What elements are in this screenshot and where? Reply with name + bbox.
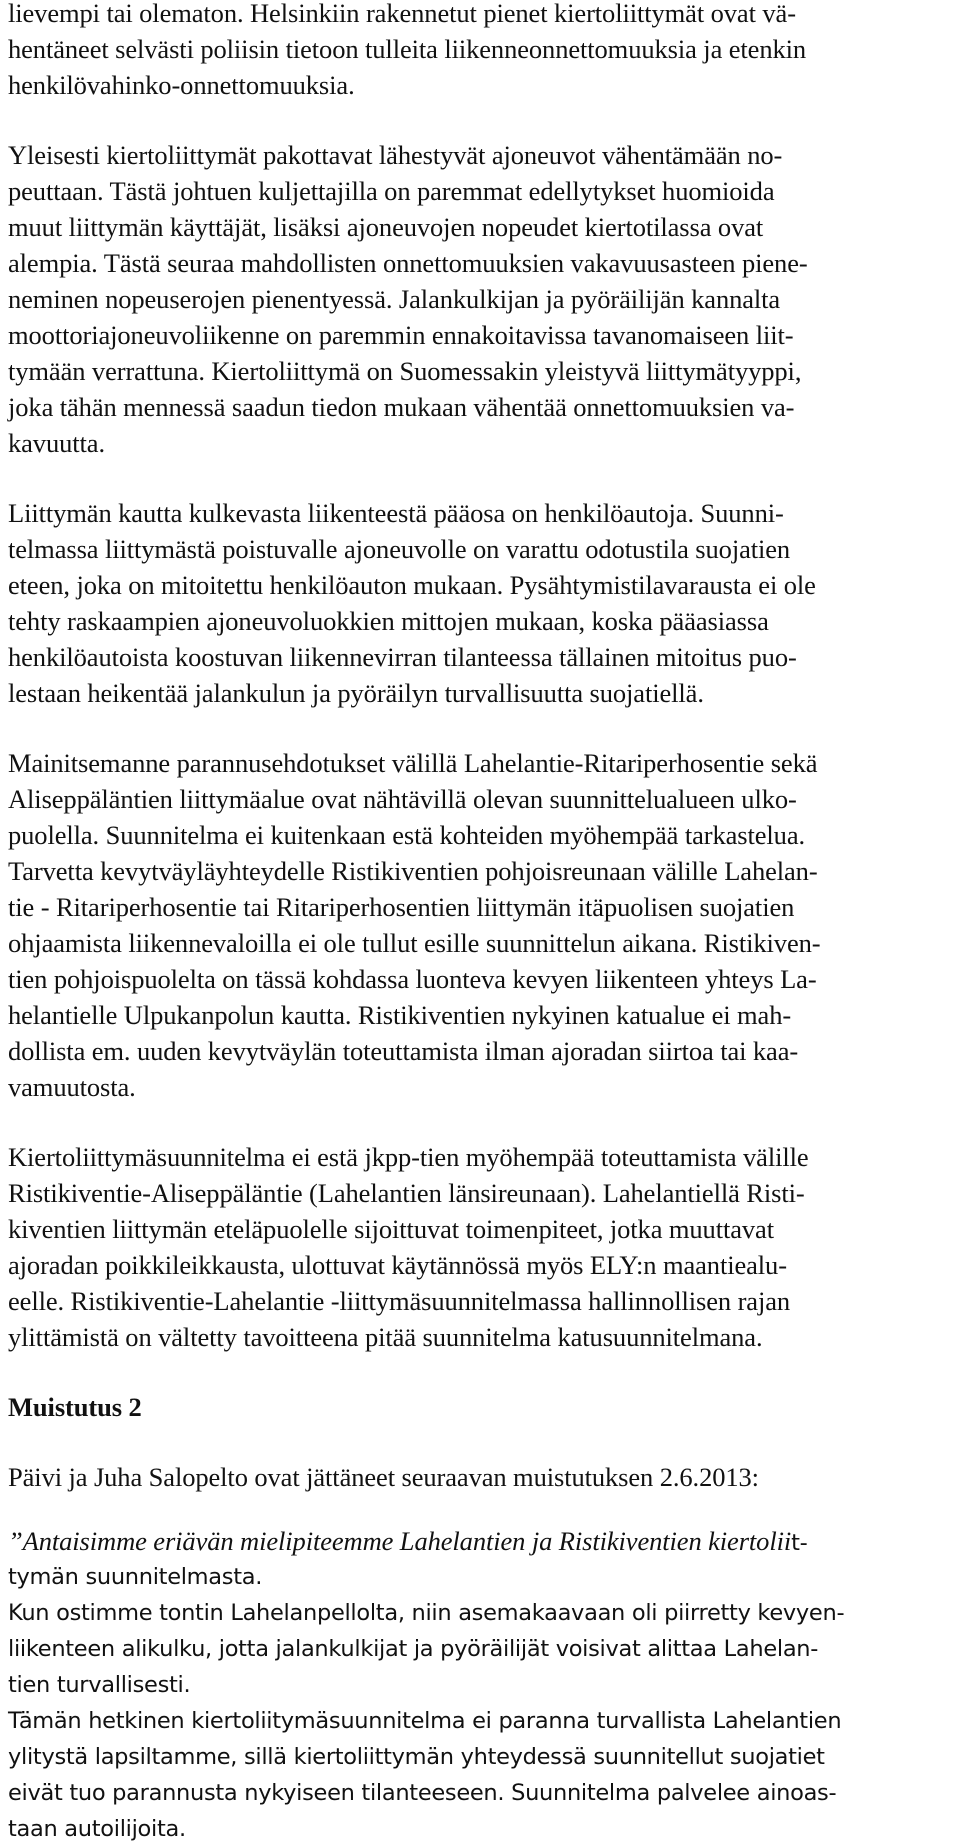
text-line: hentäneet selvästi poliisin tietoon tulleita liikenneonnettomuuksia ja etenkin <box>8 34 807 64</box>
quote-first-line <box>8 1523 807 1561</box>
text-line: puolella. Suunnitelma ei kuitenkaan estä kohteiden myöhempää tarkastelua. <box>8 820 806 850</box>
quote-line: taan autoilijoita. <box>8 1816 186 1842</box>
intro-line: Päivi ja Juha Salopelto ovat jättäneet seuraavan muistutuksen 2.6.2013: <box>8 1462 759 1492</box>
text-line: alempia. Tästä seuraa mahdollisten onnettomuuksien vakavuusasteen piene- <box>8 248 808 278</box>
text-line: moottoriajoneuvoliikenne on paremmin ennakoitavissa tavanomaiseen liit- <box>8 320 794 350</box>
text-line: lievempi tai olematon. Helsinkiin rakennetut pienet kiertoliittymät ovat vä- <box>8 0 796 28</box>
text-line: peuttaan. Tästä johtuen kuljettajilla on paremmat edellytykset huomioida <box>8 176 775 206</box>
text-line: lestaan heikentää jalankulun ja pyöräilyn turvallisuutta suojatiellä. <box>8 678 704 708</box>
quote-line: Kun ostimme tontin Lahelanpellolta, niin asemakaavaan oli piirretty kevyen- <box>8 1600 845 1626</box>
quote-line: tien turvallisesti. <box>8 1672 191 1698</box>
text-line: muut liittymän käyttäjät, lisäksi ajoneuvojen nopeudet kiertotilassa ovat <box>8 212 764 242</box>
text-line: eteen, joka on mitoitettu henkilöauton mukaan. Pysähtymistilavarausta ei ole <box>8 570 816 600</box>
section-heading: Muistutus 2 <box>8 1392 142 1422</box>
text-line: tehty raskaampien ajoneuvoluokkien mittojen mukaan, koska pääasiassa <box>8 606 769 636</box>
text-line: ajoradan poikkileikkausta, ulottuvat käytännössä myös ELY:n maantiealu- <box>8 1250 787 1280</box>
text-line: Kiertoliittymäsuunnitelma ei estä jkpp-tien myöhempää toteuttamista välille <box>8 1142 809 1172</box>
quote-tail-text: t- <box>791 1530 808 1556</box>
text-line: eelle. Ristikiventie-Lahelantie -liittymäsuunnitelmassa hallinnollisen rajan <box>8 1286 791 1316</box>
quote-line: tymän suunnitelmasta. <box>8 1564 263 1590</box>
quote-italic-text: ”Antaisimme eriävän mielipiteemme Lahelantien ja Ristikiventien kiertolii <box>8 1526 792 1556</box>
text-line: henkilövahinko-onnettomuuksia. <box>8 70 355 100</box>
text-line: kavuutta. <box>8 428 105 458</box>
text-line: henkilöautoista koostuvan liikennevirran tilanteessa tällainen mitoitus puo- <box>8 642 797 672</box>
quote-line: ylitystä lapsiltamme, sillä kiertoliittymän yhteydessä suunnitellut suojatiet <box>8 1744 825 1770</box>
text-line: kiventien liittymän eteläpuolelle sijoittuvat toimenpiteet, jotka muuttavat <box>8 1214 774 1244</box>
text-line: Tarvetta kevytväyläyhteydelle Ristikiventien pohjoisreunaan välille Lahelan- <box>8 856 818 886</box>
text-line: Aliseppäläntien liittymäalue ovat nähtävillä olevan suunnittelualueen ulko- <box>8 784 797 814</box>
text-line: telmassa liittymästä poistuvalle ajoneuvolle on varattu odotustila suojatien <box>8 534 791 564</box>
text-line: Yleisesti kiertoliittymät pakottavat lähestyvät ajoneuvot vähentämään no- <box>8 140 783 170</box>
quote-line: Tämän hetkinen kiertoliitymäsuunnitelma ei paranna turvallista Lahelantien <box>8 1708 842 1734</box>
text-line: Mainitsemanne parannusehdotukset välillä Lahelantie-Ritariperhosentie sekä <box>8 748 818 778</box>
text-line: joka tähän mennessä saadun tiedon mukaan vähentää onnettomuuksien va- <box>8 392 795 422</box>
text-line: tien pohjoispuolelta on tässä kohdassa luonteva kevyen liikenteen yhteys La- <box>8 964 817 994</box>
text-line: Liittymän kautta kulkevasta liikenteestä pääosa on henkilöautoja. Suunni- <box>8 498 784 528</box>
text-line: tymään verrattuna. Kiertoliittymä on Suomessakin yleistyvä liittymätyyppi, <box>8 356 802 386</box>
text-line: dollista em. uuden kevytväylän toteuttamista ilman ajoradan siirtoa tai kaa- <box>8 1036 799 1066</box>
quote-line: liikenteen alikulku, jotta jalankulkijat ja pyöräilijät voisivat alittaa Lahelan- <box>8 1636 819 1662</box>
text-line: neminen nopeuserojen pienentyessä. Jalankulkijan ja pyöräilijän kannalta <box>8 284 781 314</box>
text-line: ylittämistä on vältetty tavoitteena pitää suunnitelma katusuunnitelmana. <box>8 1322 763 1352</box>
text-line: vamuutosta. <box>8 1072 136 1102</box>
quote-line: eivät tuo parannusta nykyiseen tilanteeseen. Suunnitelma palvelee ainoas- <box>8 1780 837 1806</box>
text-line: helantielle Ulpukanpolun kautta. Ristikiventien nykyinen katualue ei mah- <box>8 1000 792 1030</box>
text-line: Ristikiventie-Aliseppäläntie (Lahelantien länsireunaan). Lahelantiellä Risti- <box>8 1178 805 1208</box>
text-line: tie - Ritariperhosentie tai Ritariperhosentien liittymän itäpuolisen suojatien <box>8 892 795 922</box>
text-line: ohjaamista liikennevaloilla ei ole tullut esille suunnittelun aikana. Ristikiven- <box>8 928 821 958</box>
